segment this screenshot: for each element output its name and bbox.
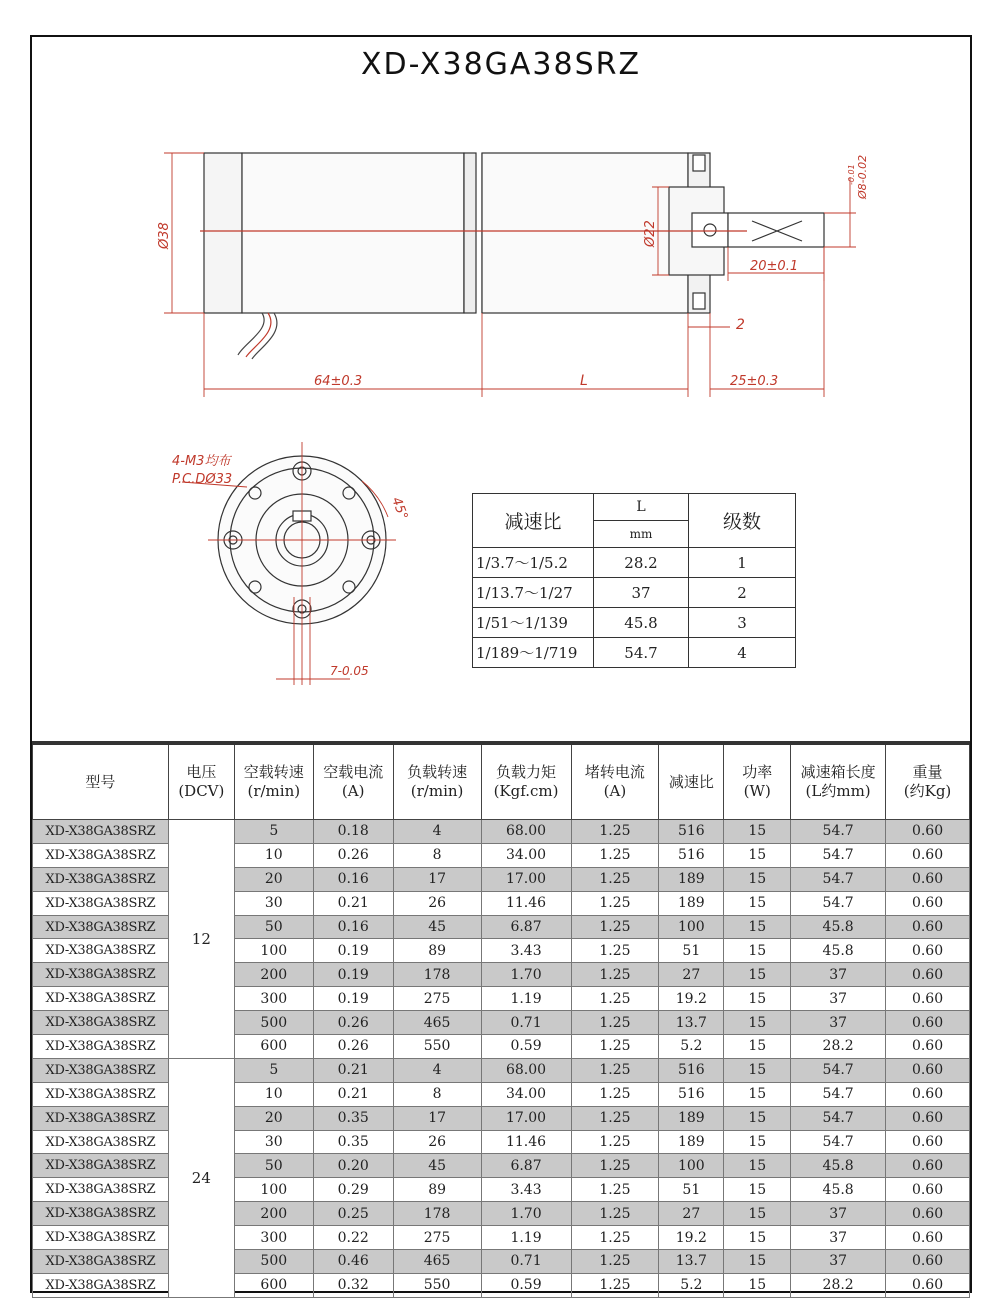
dim-flange-label: 2: [736, 317, 745, 333]
spec-cell: 100: [659, 1154, 724, 1178]
dim-output-length-label: 25±0.3: [730, 374, 779, 389]
spec-cell: 0.60: [886, 1058, 970, 1082]
model-cell: XD-X38GA38SRZ: [33, 1226, 169, 1250]
spec-table: [32, 741, 970, 1298]
spec-header-title: 负载转速: [407, 763, 468, 781]
spec-cell: 37: [791, 1202, 886, 1226]
spec-cell: 100: [234, 1178, 313, 1202]
model-cell: XD-X38GA38SRZ: [33, 1178, 169, 1202]
spec-cell: 0.21: [313, 1058, 393, 1082]
spec-cell: 0.18: [313, 820, 393, 844]
spec-cell: 516: [659, 1082, 724, 1106]
spec-cell: 189: [659, 867, 724, 891]
spec-cell: 465: [393, 1250, 481, 1274]
spec-cell: 15: [724, 820, 791, 844]
voltage-cell: 12: [168, 820, 234, 1059]
spec-header-cell: [393, 743, 481, 820]
spec-cell: 1.25: [571, 867, 659, 891]
spec-cell: 27: [659, 1202, 724, 1226]
stage-cell: 2: [689, 578, 796, 608]
spec-cell: 10: [234, 1082, 313, 1106]
spec-cell: 28.2: [791, 1035, 886, 1059]
spec-cell: 54.7: [791, 1130, 886, 1154]
spec-cell: 1.25: [571, 1154, 659, 1178]
spec-cell: 300: [234, 1226, 313, 1250]
spec-header-title: 减速箱长度: [800, 763, 876, 781]
ratio-cell: 1/51～1/139: [473, 608, 594, 638]
spec-header-unit: (约Kg): [903, 782, 952, 800]
front-key-label: 7-0.05: [330, 664, 369, 678]
spec-cell: 54.7: [791, 843, 886, 867]
stage-cell: 4: [689, 638, 796, 668]
spec-cell: 0.26: [313, 843, 393, 867]
front-angle-label: 45°: [388, 495, 411, 523]
spec-cell: 15: [724, 915, 791, 939]
model-cell: XD-X38GA38SRZ: [33, 820, 169, 844]
spec-cell: 1.25: [571, 1082, 659, 1106]
spec-cell: 6.87: [481, 1154, 571, 1178]
spec-cell: 0.60: [886, 987, 970, 1011]
spec-cell: 1.25: [571, 820, 659, 844]
spec-cell: 45.8: [791, 1154, 886, 1178]
spec-cell: 0.60: [886, 1154, 970, 1178]
ratio-row: [473, 548, 796, 578]
dim-boss-label: Ø22: [643, 220, 658, 247]
model-cell: XD-X38GA38SRZ: [33, 987, 169, 1011]
spec-cell: 100: [659, 915, 724, 939]
spec-cell: 34.00: [481, 843, 571, 867]
spec-header-row: [33, 743, 970, 820]
spec-header-title: 重量: [912, 763, 943, 781]
spec-cell: 54.7: [791, 820, 886, 844]
spec-header-cell: [33, 743, 169, 820]
spec-cell: 189: [659, 1106, 724, 1130]
spec-cell: 0.16: [313, 915, 393, 939]
spec-cell: 28.2: [791, 1273, 886, 1297]
spec-cell: 15: [724, 1178, 791, 1202]
spec-cell: 15: [724, 843, 791, 867]
spec-header-cell: [168, 743, 234, 820]
spec-cell: 1.25: [571, 1178, 659, 1202]
spec-cell: 500: [234, 1011, 313, 1035]
dim-shaft-label: Ø8-0.02: [856, 154, 869, 199]
spec-cell: 0.60: [886, 867, 970, 891]
spec-cell: 0.60: [886, 1130, 970, 1154]
spec-cell: 0.71: [481, 1011, 571, 1035]
spec-cell: 1.25: [571, 1250, 659, 1274]
spec-cell: 0.60: [886, 820, 970, 844]
spec-cell: 1.19: [481, 1226, 571, 1250]
spec-cell: 50: [234, 915, 313, 939]
spec-cell: 0.21: [313, 891, 393, 915]
spec-row: [33, 1058, 970, 1082]
model-cell: XD-X38GA38SRZ: [33, 915, 169, 939]
model-cell: XD-X38GA38SRZ: [33, 1154, 169, 1178]
spec-cell: 0.19: [313, 939, 393, 963]
length-cell: 45.8: [594, 608, 689, 638]
spec-header-cell: [481, 743, 571, 820]
spec-header-unit: (DCV): [178, 782, 225, 800]
spec-header-cell: [791, 743, 886, 820]
spec-cell: 10: [234, 843, 313, 867]
spec-cell: 5: [234, 820, 313, 844]
spec-cell: 0.29: [313, 1178, 393, 1202]
spec-cell: 5: [234, 1058, 313, 1082]
spec-cell: 50: [234, 1154, 313, 1178]
spec-cell: 27: [659, 963, 724, 987]
spec-header-unit: (r/min): [247, 782, 301, 800]
spec-cell: 189: [659, 1130, 724, 1154]
spec-cell: 0.46: [313, 1250, 393, 1274]
spec-cell: 0.35: [313, 1106, 393, 1130]
spec-cell: 89: [393, 1178, 481, 1202]
spec-cell: 15: [724, 1082, 791, 1106]
spec-cell: 1.25: [571, 891, 659, 915]
spec-cell: 8: [393, 843, 481, 867]
model-cell: XD-X38GA38SRZ: [33, 939, 169, 963]
spec-cell: 15: [724, 963, 791, 987]
spec-cell: 1.25: [571, 1273, 659, 1297]
spec-cell: 45: [393, 1154, 481, 1178]
model-cell: XD-X38GA38SRZ: [33, 963, 169, 987]
spec-cell: 0.26: [313, 1035, 393, 1059]
spec-header-unit: (r/min): [410, 782, 464, 800]
spec-header-unit: (A): [341, 782, 365, 800]
spec-cell: 68.00: [481, 820, 571, 844]
spec-cell: 516: [659, 1058, 724, 1082]
spec-cell: 0.60: [886, 939, 970, 963]
spec-cell: 17: [393, 1106, 481, 1130]
spec-cell: 0.60: [886, 1082, 970, 1106]
spec-cell: 45.8: [791, 915, 886, 939]
spec-row: [33, 820, 970, 844]
spec-cell: 0.60: [886, 1273, 970, 1297]
spec-cell: 54.7: [791, 1106, 886, 1130]
dim-diameter-label: Ø38: [157, 222, 172, 249]
spec-cell: 0.25: [313, 1202, 393, 1226]
model-cell: XD-X38GA38SRZ: [33, 891, 169, 915]
voltage-cell: 24: [168, 1058, 234, 1297]
stage-cell: 3: [689, 608, 796, 638]
spec-cell: 1.70: [481, 963, 571, 987]
spec-cell: 6.87: [481, 915, 571, 939]
spec-cell: 3.43: [481, 939, 571, 963]
spec-cell: 30: [234, 891, 313, 915]
spec-cell: 0.60: [886, 1226, 970, 1250]
model-cell: XD-X38GA38SRZ: [33, 1106, 169, 1130]
spec-cell: 0.59: [481, 1035, 571, 1059]
dim-motor-length-label: 64±0.3: [314, 374, 363, 389]
spec-cell: 5.2: [659, 1035, 724, 1059]
length-header: L: [594, 494, 689, 521]
model-cell: XD-X38GA38SRZ: [33, 1058, 169, 1082]
spec-header-unit: (W): [743, 782, 771, 800]
spec-header-cell: [571, 743, 659, 820]
ratio-row: [473, 578, 796, 608]
spec-cell: 20: [234, 867, 313, 891]
spec-cell: 19.2: [659, 987, 724, 1011]
spec-cell: 54.7: [791, 1082, 886, 1106]
spec-cell: 45.8: [791, 1178, 886, 1202]
spec-cell: 1.25: [571, 987, 659, 1011]
spec-cell: 89: [393, 939, 481, 963]
spec-cell: 275: [393, 1226, 481, 1250]
spec-cell: 45: [393, 915, 481, 939]
spec-cell: 13.7: [659, 1250, 724, 1274]
spec-cell: 0.60: [886, 1035, 970, 1059]
spec-cell: 0.32: [313, 1273, 393, 1297]
model-cell: XD-X38GA38SRZ: [33, 843, 169, 867]
spec-cell: 15: [724, 1226, 791, 1250]
spec-header-cell: [313, 743, 393, 820]
spec-cell: 0.16: [313, 867, 393, 891]
spec-cell: 178: [393, 963, 481, 987]
spec-cell: 20: [234, 1106, 313, 1130]
spec-cell: 500: [234, 1250, 313, 1274]
spec-cell: 189: [659, 891, 724, 915]
spec-header-title: 功率: [742, 763, 773, 781]
spec-cell: 0.60: [886, 843, 970, 867]
spec-header-title: 负载力矩: [496, 763, 557, 781]
spec-cell: 17: [393, 867, 481, 891]
spec-header-title: 型号: [85, 772, 116, 791]
spec-cell: 0.22: [313, 1226, 393, 1250]
spec-cell: 17.00: [481, 867, 571, 891]
spec-cell: 37: [791, 987, 886, 1011]
spec-cell: 15: [724, 1035, 791, 1059]
spec-cell: 15: [724, 1106, 791, 1130]
length-cell: 28.2: [594, 548, 689, 578]
spec-cell: 19.2: [659, 1226, 724, 1250]
spec-cell: 1.25: [571, 1011, 659, 1035]
spec-cell: 37: [791, 1226, 886, 1250]
spec-cell: 15: [724, 1011, 791, 1035]
spec-cell: 0.19: [313, 963, 393, 987]
spec-cell: 37: [791, 1250, 886, 1274]
model-cell: XD-X38GA38SRZ: [33, 1082, 169, 1106]
spec-cell: 600: [234, 1273, 313, 1297]
spec-cell: 1.25: [571, 1106, 659, 1130]
spec-header-title: 空载转速: [243, 763, 304, 781]
spec-cell: 1.25: [571, 1130, 659, 1154]
spec-cell: 37: [791, 963, 886, 987]
ratio-cell: 1/13.7～1/27: [473, 578, 594, 608]
spec-cell: 26: [393, 1130, 481, 1154]
spec-header-unit: (Kgf.cm): [493, 782, 559, 800]
spec-cell: 15: [724, 1058, 791, 1082]
spec-header-cell: [659, 743, 724, 820]
spec-cell: 0.60: [886, 1011, 970, 1035]
spec-cell: 0.60: [886, 963, 970, 987]
spec-cell: 11.46: [481, 891, 571, 915]
side-view: [204, 153, 824, 359]
spec-cell: 15: [724, 1273, 791, 1297]
spec-cell: 15: [724, 867, 791, 891]
stage-header: 级数: [689, 494, 796, 548]
spec-cell: 54.7: [791, 867, 886, 891]
spec-cell: 200: [234, 1202, 313, 1226]
spec-cell: 26: [393, 891, 481, 915]
spec-cell: 1.25: [571, 939, 659, 963]
spec-cell: 15: [724, 1250, 791, 1274]
spec-cell: 17.00: [481, 1106, 571, 1130]
spec-cell: 178: [393, 1202, 481, 1226]
spec-cell: 1.70: [481, 1202, 571, 1226]
spec-cell: 1.25: [571, 1058, 659, 1082]
ratio-row: [473, 638, 796, 668]
spec-cell: 0.35: [313, 1130, 393, 1154]
spec-cell: 51: [659, 1178, 724, 1202]
spec-cell: 275: [393, 987, 481, 1011]
model-cell: XD-X38GA38SRZ: [33, 867, 169, 891]
spec-cell: 54.7: [791, 1058, 886, 1082]
model-cell: XD-X38GA38SRZ: [33, 1011, 169, 1035]
spec-cell: 516: [659, 820, 724, 844]
spec-cell: 0.19: [313, 987, 393, 1011]
spec-cell: 0.26: [313, 1011, 393, 1035]
length-cell: 37: [594, 578, 689, 608]
spec-cell: 0.60: [886, 1250, 970, 1274]
spec-cell: 100: [234, 939, 313, 963]
spec-header-title: 堵转电流: [584, 763, 645, 781]
spec-cell: 1.25: [571, 1202, 659, 1226]
spec-cell: 0.20: [313, 1154, 393, 1178]
spec-header-cell: [234, 743, 313, 820]
spec-cell: 15: [724, 987, 791, 1011]
spec-cell: 1.25: [571, 1035, 659, 1059]
spec-body: [33, 820, 970, 1298]
spec-cell: 1.25: [571, 1226, 659, 1250]
spec-cell: 1.25: [571, 915, 659, 939]
spec-cell: 0.21: [313, 1082, 393, 1106]
spec-header-unit: (L约mm): [805, 782, 871, 800]
spec-cell: 200: [234, 963, 313, 987]
spec-header-title: 电压: [186, 763, 217, 781]
ratio-row: [473, 608, 796, 638]
spec-cell: 4: [393, 820, 481, 844]
spec-cell: 1.25: [571, 963, 659, 987]
spec-header-title: 空载电流: [323, 763, 384, 781]
spec-cell: 0.60: [886, 1178, 970, 1202]
spec-cell: 1.19: [481, 987, 571, 1011]
spec-cell: 37: [791, 1011, 886, 1035]
spec-cell: 5.2: [659, 1273, 724, 1297]
spec-cell: 13.7: [659, 1011, 724, 1035]
spec-cell: 600: [234, 1035, 313, 1059]
spec-cell: 15: [724, 1202, 791, 1226]
length-cell: 54.7: [594, 638, 689, 668]
model-cell: XD-X38GA38SRZ: [33, 1250, 169, 1274]
spec-cell: 54.7: [791, 891, 886, 915]
stage-cell: 1: [689, 548, 796, 578]
spec-cell: 15: [724, 1154, 791, 1178]
spec-cell: 11.46: [481, 1130, 571, 1154]
spec-header-unit: (A): [603, 782, 627, 800]
model-cell: XD-X38GA38SRZ: [33, 1035, 169, 1059]
spec-cell: 15: [724, 891, 791, 915]
ratio-cell: 1/189～1/719: [473, 638, 594, 668]
spec-header-title: 减速比: [668, 772, 714, 791]
ratio-cell: 1/3.7～1/5.2: [473, 548, 594, 578]
spec-cell: 0.60: [886, 1202, 970, 1226]
ratio-header: 减速比: [473, 494, 594, 548]
spec-cell: 15: [724, 1130, 791, 1154]
spec-cell: 465: [393, 1011, 481, 1035]
page-title: XD-X38GA38SRZ: [360, 47, 642, 82]
spec-cell: 1.25: [571, 843, 659, 867]
spec-cell: 34.00: [481, 1082, 571, 1106]
spec-cell: 8: [393, 1082, 481, 1106]
length-unit: mm: [594, 521, 689, 548]
model-cell: XD-X38GA38SRZ: [33, 1202, 169, 1226]
spec-cell: 0.60: [886, 915, 970, 939]
spec-cell: 15: [724, 939, 791, 963]
spec-cell: 550: [393, 1035, 481, 1059]
front-pcd-label: P.C.DØ33: [172, 472, 233, 487]
spec-cell: 516: [659, 843, 724, 867]
spec-cell: 68.00: [481, 1058, 571, 1082]
dim-gear-length-label: L: [580, 373, 588, 389]
spec-sheet: [30, 35, 972, 1293]
spec-cell: 0.60: [886, 1106, 970, 1130]
spec-cell: 0.59: [481, 1273, 571, 1297]
spec-header-cell: [886, 743, 970, 820]
model-cell: XD-X38GA38SRZ: [33, 1130, 169, 1154]
model-cell: XD-X38GA38SRZ: [33, 1273, 169, 1297]
spec-cell: 0.71: [481, 1250, 571, 1274]
spec-cell: 45.8: [791, 939, 886, 963]
spec-cell: 550: [393, 1273, 481, 1297]
spec-cell: 0.60: [886, 891, 970, 915]
front-hole-spec: 4-M3均布: [172, 454, 231, 469]
spec-cell: 4: [393, 1058, 481, 1082]
spec-cell: 30: [234, 1130, 313, 1154]
spec-cell: 300: [234, 987, 313, 1011]
dim-shaft-tolerance: -0.01: [847, 164, 856, 185]
spec-cell: 51: [659, 939, 724, 963]
dim-shaft-length-label: 20±0.1: [750, 259, 799, 274]
ratio-table: [472, 493, 796, 668]
spec-cell: 3.43: [481, 1178, 571, 1202]
spec-header-cell: [724, 743, 791, 820]
